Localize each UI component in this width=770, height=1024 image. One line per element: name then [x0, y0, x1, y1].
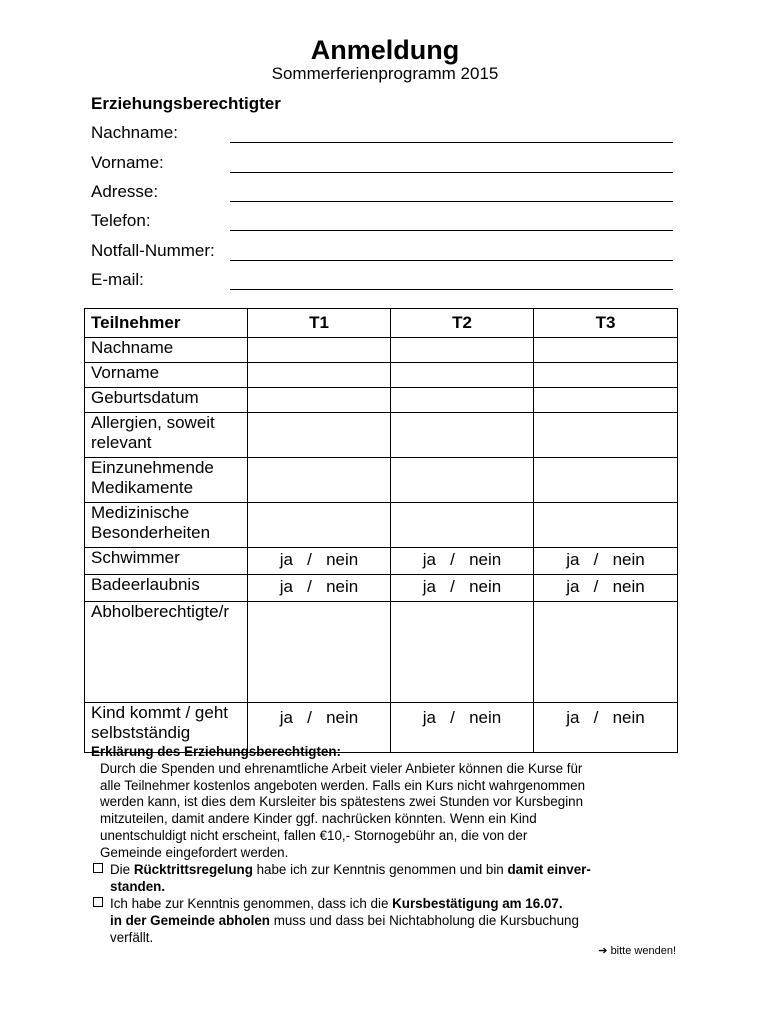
table-row	[85, 548, 678, 575]
field-label-telefon: Telefon:	[91, 211, 151, 230]
cell-t2-abhol[interactable]	[391, 602, 534, 703]
table-row	[85, 413, 678, 458]
table-row	[85, 602, 678, 703]
row-label-allergien	[85, 413, 248, 458]
check1-text-a: Die	[110, 862, 134, 877]
field-label-adresse: Adresse:	[91, 182, 159, 201]
please-turn-over-text: bitte wenden!	[610, 945, 676, 957]
row-label-allergien-line1: Allergien, soweit	[91, 413, 215, 432]
guardian-telefon-row	[91, 209, 673, 231]
row-label-kind-line2: selbstständig	[91, 723, 191, 742]
row-label-badeerlaubnis: Badeerlaubnis	[85, 575, 248, 602]
check1-text-e: standen.	[110, 878, 166, 894]
check2-text-bold-kurs: Kursbestätigung am 16.07.	[392, 896, 563, 911]
guardian-heading: Erziehungsberechtigter	[91, 94, 281, 113]
row-label-medikamente-line1: Einzunehmende	[91, 458, 214, 477]
row-label-nachname: Nachname	[85, 338, 248, 363]
cell-t3-abhol[interactable]	[534, 602, 678, 703]
row-label-schwimmer: Schwimmer	[85, 548, 248, 575]
declaration-line: Durch die Spenden und ehrenamtliche Arbeit vieler Anbieter können die Kurse für	[100, 760, 583, 776]
header-t2: T2	[391, 309, 534, 338]
ja-nein-t3-schwimmer[interactable]: ja / nein	[534, 548, 678, 575]
check2-text-e: verfällt.	[110, 929, 154, 945]
guardian-adresse-row	[91, 180, 673, 202]
check1-text-bold-rueck: Rücktrittsregelung	[133, 862, 253, 877]
cell-t1-geburtsdatum[interactable]	[248, 388, 391, 413]
ja-nein-t1-schwimmer[interactable]: ja / nein	[248, 548, 391, 575]
cell-t1-allergien[interactable]	[248, 413, 391, 458]
participant-table	[84, 308, 678, 753]
guardian-vorname-row	[91, 151, 673, 173]
declaration-line: alle Teilnehmer kostenlos angeboten werden. Falls ein Kurs nicht wahrgenommen	[100, 777, 586, 793]
kursbestaetigung-confirmation	[93, 896, 579, 946]
cell-t2-vorname[interactable]	[391, 363, 534, 388]
row-label-kind-line1: Kind kommt / geht	[91, 703, 229, 722]
cell-t3-vorname[interactable]	[534, 363, 678, 388]
field-label-vorname: Vorname:	[91, 153, 164, 172]
kursbestaetigung-checkbox[interactable]	[93, 897, 103, 907]
ja-nein-t2-kind[interactable]: ja / nein	[391, 703, 534, 753]
header-t1: T1	[248, 309, 391, 338]
declaration-line: unentschuldigt nicht erscheint, fallen €10,- Stornogebühr an, die von der	[100, 827, 528, 843]
cell-t2-nachname[interactable]	[391, 338, 534, 363]
cell-t1-medikamente[interactable]	[248, 458, 391, 503]
table-row	[85, 458, 678, 503]
declaration-heading: Erklärung des Erziehungsberechtigten:	[91, 744, 342, 759]
cell-t3-nachname[interactable]	[534, 338, 678, 363]
ja-nein-t1-badeerlaubnis[interactable]: ja / nein	[248, 575, 391, 602]
field-label-nachname: Nachname:	[91, 123, 178, 142]
please-turn-over	[598, 944, 676, 958]
email-input-line[interactable]	[230, 289, 673, 290]
cell-t2-geburtsdatum[interactable]	[391, 388, 534, 413]
header-teilnehmer: Teilnehmer	[85, 309, 248, 338]
field-label-notfall: Notfall-Nummer:	[91, 241, 215, 260]
check1-text-c: habe ich zur Kenntnis genommen und bin	[252, 862, 508, 877]
ruecktritt-confirmation	[93, 862, 591, 896]
guardian-email-row	[91, 268, 673, 290]
row-label-vorname: Vorname	[85, 363, 248, 388]
ja-nein-t2-badeerlaubnis[interactable]: ja / nein	[391, 575, 534, 602]
check2-text-d: muss und dass bei Nichtabholung die Kursbuchung	[269, 912, 579, 928]
row-label-medikamente-line2: Medikamente	[91, 478, 194, 497]
check2-text-bold-gemeinde: in der Gemeinde abholen	[110, 912, 270, 928]
row-label-allergien-line2: relevant	[91, 433, 152, 452]
declaration-line: mitzuteilen, damit andere Kinder ggf. nachrücken könnten. Wenn ein Kind	[100, 811, 537, 827]
field-label-email: E-mail:	[91, 270, 144, 289]
cell-t2-medizin[interactable]	[391, 503, 534, 548]
nachname-input-line[interactable]	[230, 142, 673, 143]
page-title: Anmeldung	[310, 35, 460, 65]
table-row	[85, 575, 678, 602]
row-label-medizin	[85, 503, 248, 548]
ja-nein-t1-kind[interactable]: ja / nein	[248, 703, 391, 753]
telefon-input-line[interactable]	[230, 230, 673, 231]
cell-t3-geburtsdatum[interactable]	[534, 388, 678, 413]
table-row	[85, 388, 678, 413]
cell-t1-vorname[interactable]	[248, 363, 391, 388]
cell-t3-medikamente[interactable]	[534, 458, 678, 503]
cell-t1-medizin[interactable]	[248, 503, 391, 548]
header-t3: T3	[534, 309, 678, 338]
cell-t1-nachname[interactable]	[248, 338, 391, 363]
check2-text-a: Ich habe zur Kenntnis genommen, dass ich die	[110, 896, 393, 911]
declaration	[91, 744, 681, 862]
cell-t1-abhol[interactable]	[248, 602, 391, 703]
row-label-geburtsdatum: Geburtsdatum	[85, 388, 248, 413]
declaration-text	[91, 761, 681, 862]
guardian-notfall-row	[91, 239, 673, 261]
declaration-line: werden kann, ist dies dem Kursleiter bis spätestens zwei Stunden vor Kursbeginn	[100, 794, 584, 810]
notfall-input-line[interactable]	[230, 260, 673, 261]
ruecktritt-checkbox[interactable]	[93, 863, 103, 873]
row-label-medikamente	[85, 458, 248, 503]
arrow-right-icon: ➔	[598, 945, 608, 957]
ja-nein-t3-badeerlaubnis[interactable]: ja / nein	[534, 575, 678, 602]
declaration-line: Gemeinde eingefordert werden.	[100, 844, 289, 860]
table-row	[85, 363, 678, 388]
adresse-input-line[interactable]	[230, 201, 673, 202]
row-label-medizin-line1: Medizinische	[91, 503, 190, 522]
table-row	[85, 338, 678, 363]
row-label-abhol: Abholberechtigte/r	[85, 602, 248, 703]
table-header-row	[85, 309, 678, 338]
cell-t3-allergien[interactable]	[534, 413, 678, 458]
cell-t2-medikamente[interactable]	[391, 458, 534, 503]
guardian-nachname-row	[91, 121, 673, 143]
row-label-medizin-line2: Besonderheiten	[91, 523, 211, 542]
check1-text-bold-einver: damit einver-	[507, 862, 591, 877]
cell-t3-medizin[interactable]	[534, 503, 678, 548]
vorname-input-line[interactable]	[230, 172, 673, 173]
ja-nein-t2-schwimmer[interactable]: ja / nein	[391, 548, 534, 575]
table-row	[85, 503, 678, 548]
cell-t2-allergien[interactable]	[391, 413, 534, 458]
ja-nein-t3-kind[interactable]: ja / nein	[534, 703, 678, 753]
page-subtitle: Sommerferienprogramm 2015	[271, 64, 499, 83]
